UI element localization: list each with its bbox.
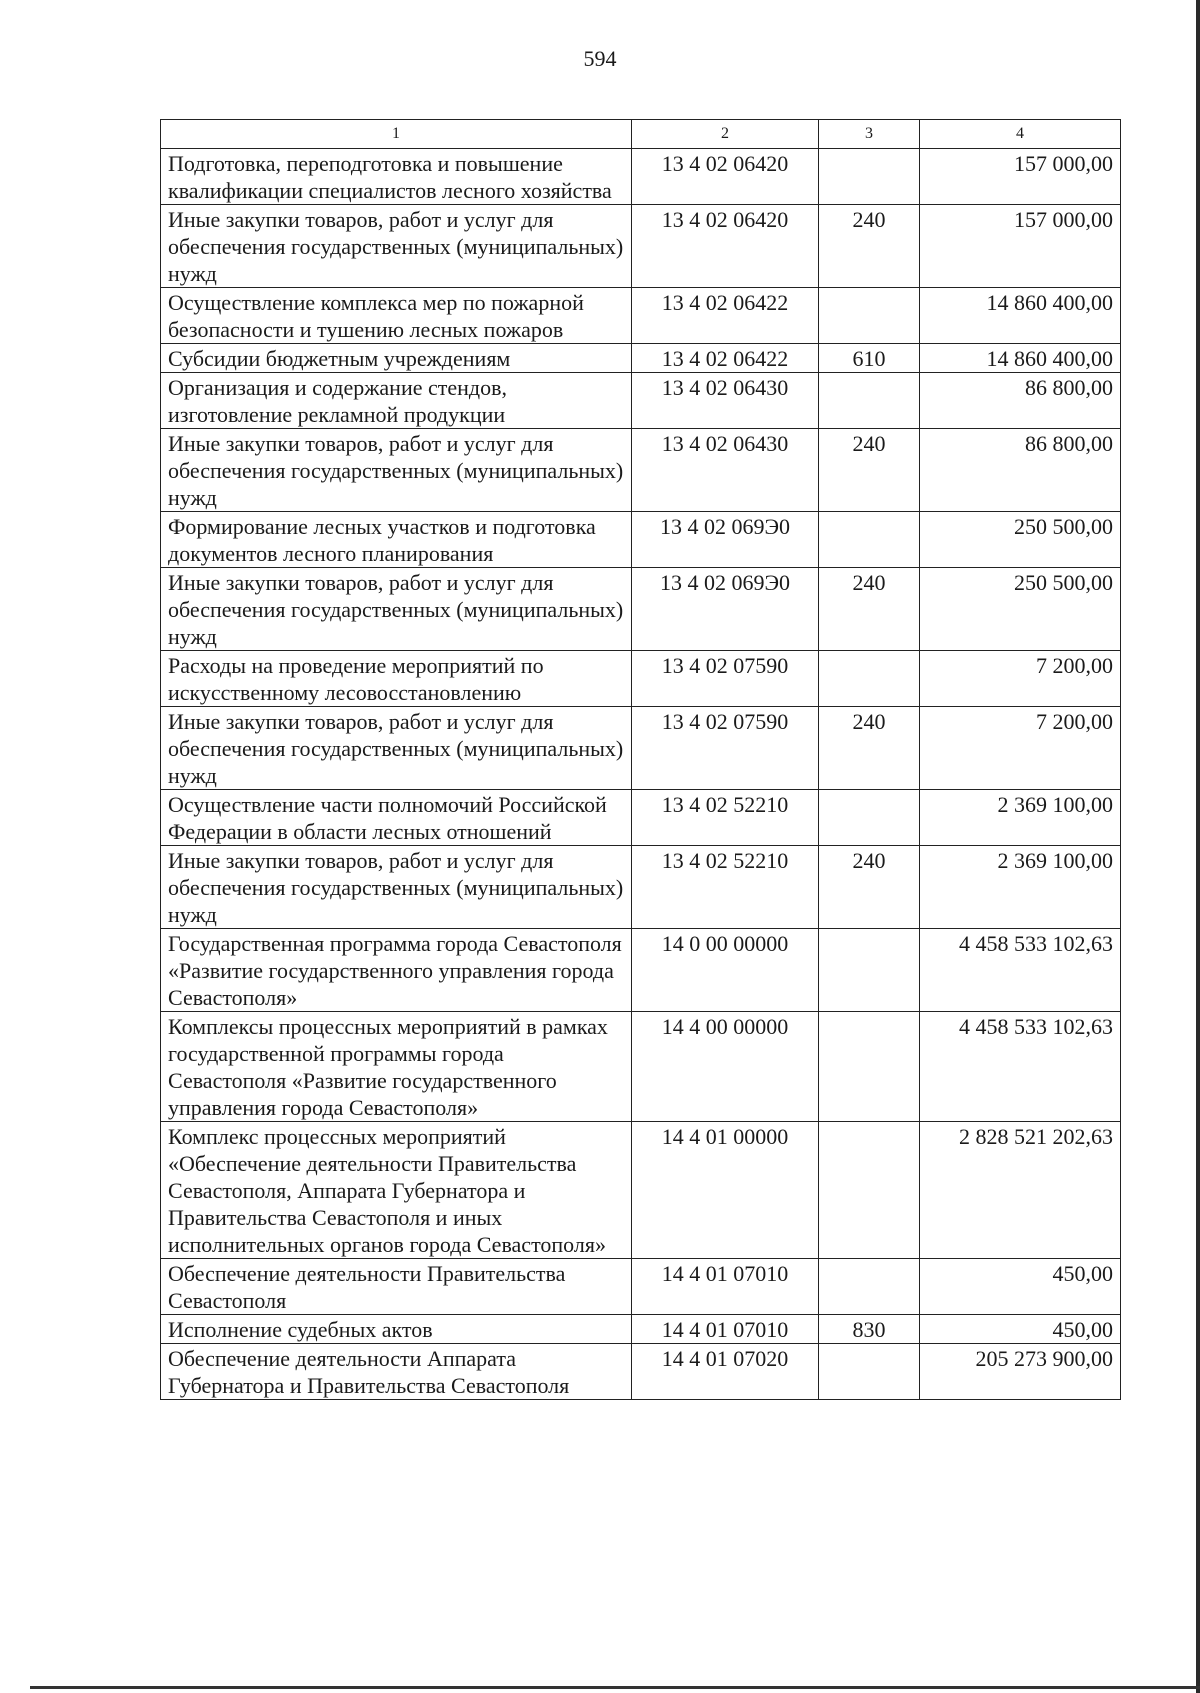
row-type-cell [819,512,920,568]
row-type-cell [819,1259,920,1315]
row-name-cell: Комплексы процессных мероприятий в рамках государственной программы города Севастополя «Развитие государственного управления города Севастополя» [161,1012,632,1122]
row-code-cell: 13 4 02 06430 [632,429,819,512]
row-name-cell: Иные закупки товаров, работ и услуг для обеспечения государственных (муниципальных) нужд [161,205,632,288]
row-amount-cell: 450,00 [920,1315,1121,1344]
row-amount-cell: 7 200,00 [920,651,1121,707]
row-amount-cell: 14 860 400,00 [920,344,1121,373]
table-row [161,1315,1121,1344]
page-number [0,46,1200,72]
row-type-cell [819,1012,920,1122]
table-row [161,1012,1121,1122]
row-type-cell [819,288,920,344]
row-name-cell: Иные закупки товаров, работ и услуг для обеспечения государственных (муниципальных) нужд [161,707,632,790]
row-type-cell [819,1344,920,1400]
row-name-cell: Комплекс процессных мероприятий «Обеспечение деятельности Правительства Севастополя, Аппарата Губернатора и Правительства Севастополя и иных исполнительных органов города Севастополя» [161,1122,632,1259]
row-name-cell: Субсидии бюджетным учреждениям [161,344,632,373]
table-row [161,1344,1121,1400]
row-type-cell: 240 [819,568,920,651]
row-type-cell: 240 [819,205,920,288]
row-type-cell [819,373,920,429]
row-code-cell: 14 4 01 00000 [632,1122,819,1259]
scan-edge-bottom [30,1686,1200,1689]
row-amount-cell: 4 458 533 102,63 [920,929,1121,1012]
row-code-cell: 14 4 01 07010 [632,1259,819,1315]
row-code-cell: 13 4 02 07590 [632,707,819,790]
row-amount-cell: 2 369 100,00 [920,846,1121,929]
row-type-cell [819,929,920,1012]
row-code-cell: 13 4 02 069Э0 [632,512,819,568]
row-amount-cell: 86 800,00 [920,373,1121,429]
row-type-cell [819,790,920,846]
row-amount-cell: 2 828 521 202,63 [920,1122,1121,1259]
row-type-cell: 610 [819,344,920,373]
row-code-cell: 13 4 02 07590 [632,651,819,707]
row-name-cell: Формирование лесных участков и подготовка документов лесного планирования [161,512,632,568]
scan-edge-right [1196,0,1200,1693]
row-name-cell: Государственная программа города Севастополя «Развитие государственного управления города Севастополя» [161,929,632,1012]
row-name-cell: Иные закупки товаров, работ и услуг для обеспечения государственных (муниципальных) нужд [161,846,632,929]
row-type-cell: 240 [819,846,920,929]
table-row [161,707,1121,790]
row-name-cell: Иные закупки товаров, работ и услуг для обеспечения государственных (муниципальных) нужд [161,429,632,512]
table-header-row [161,120,1121,149]
row-code-cell: 13 4 02 06420 [632,149,819,205]
table-row [161,790,1121,846]
row-amount-cell: 250 500,00 [920,568,1121,651]
budget-table [160,119,1121,1400]
row-code-cell: 14 0 00 00000 [632,929,819,1012]
row-type-cell [819,1122,920,1259]
column-header-code: 2 [632,120,819,149]
table-body [161,149,1121,1400]
table-row [161,1122,1121,1259]
table-row [161,568,1121,651]
row-name-cell: Иные закупки товаров, работ и услуг для обеспечения государственных (муниципальных) нужд [161,568,632,651]
row-name-cell: Осуществление части полномочий Российской Федерации в области лесных отношений [161,790,632,846]
row-name-cell: Исполнение судебных актов [161,1315,632,1344]
row-amount-cell: 205 273 900,00 [920,1344,1121,1400]
table-row [161,205,1121,288]
row-code-cell: 13 4 02 52210 [632,846,819,929]
row-amount-cell: 4 458 533 102,63 [920,1012,1121,1122]
row-code-cell: 13 4 02 52210 [632,790,819,846]
row-name-cell: Расходы на проведение мероприятий по искусственному лесовосстановлению [161,651,632,707]
row-name-cell: Обеспечение деятельности Правительства Севастополя [161,1259,632,1315]
row-name-cell: Организация и содержание стендов, изготовление рекламной продукции [161,373,632,429]
row-amount-cell: 157 000,00 [920,205,1121,288]
row-name-cell: Обеспечение деятельности Аппарата Губернатора и Правительства Севастополя [161,1344,632,1400]
row-type-cell [819,651,920,707]
row-amount-cell: 14 860 400,00 [920,288,1121,344]
table-row [161,429,1121,512]
row-code-cell: 13 4 02 06420 [632,205,819,288]
budget-table-container [160,119,1120,1400]
table-row [161,651,1121,707]
row-type-cell: 240 [819,707,920,790]
table-row [161,288,1121,344]
row-code-cell: 14 4 00 00000 [632,1012,819,1122]
column-header-amount: 4 [920,120,1121,149]
row-amount-cell: 7 200,00 [920,707,1121,790]
row-amount-cell: 157 000,00 [920,149,1121,205]
row-name-cell: Подготовка, переподготовка и повышение квалификации специалистов лесного хозяйства [161,149,632,205]
row-type-cell: 240 [819,429,920,512]
row-code-cell: 13 4 02 06430 [632,373,819,429]
column-header-type: 3 [819,120,920,149]
row-code-cell: 13 4 02 06422 [632,288,819,344]
row-amount-cell: 450,00 [920,1259,1121,1315]
table-row [161,344,1121,373]
row-amount-cell: 86 800,00 [920,429,1121,512]
row-type-cell: 830 [819,1315,920,1344]
table-row [161,149,1121,205]
table-row [161,1259,1121,1315]
table-row [161,929,1121,1012]
row-name-cell: Осуществление комплекса мер по пожарной безопасности и тушению лесных пожаров [161,288,632,344]
table-row [161,512,1121,568]
row-type-cell [819,149,920,205]
row-code-cell: 13 4 02 06422 [632,344,819,373]
row-code-cell: 13 4 02 069Э0 [632,568,819,651]
row-code-cell: 14 4 01 07010 [632,1315,819,1344]
column-header-name: 1 [161,120,632,149]
row-code-cell: 14 4 01 07020 [632,1344,819,1400]
table-row [161,373,1121,429]
row-amount-cell: 2 369 100,00 [920,790,1121,846]
row-amount-cell: 250 500,00 [920,512,1121,568]
page-number-text: 594 [583,46,617,71]
table-row [161,846,1121,929]
